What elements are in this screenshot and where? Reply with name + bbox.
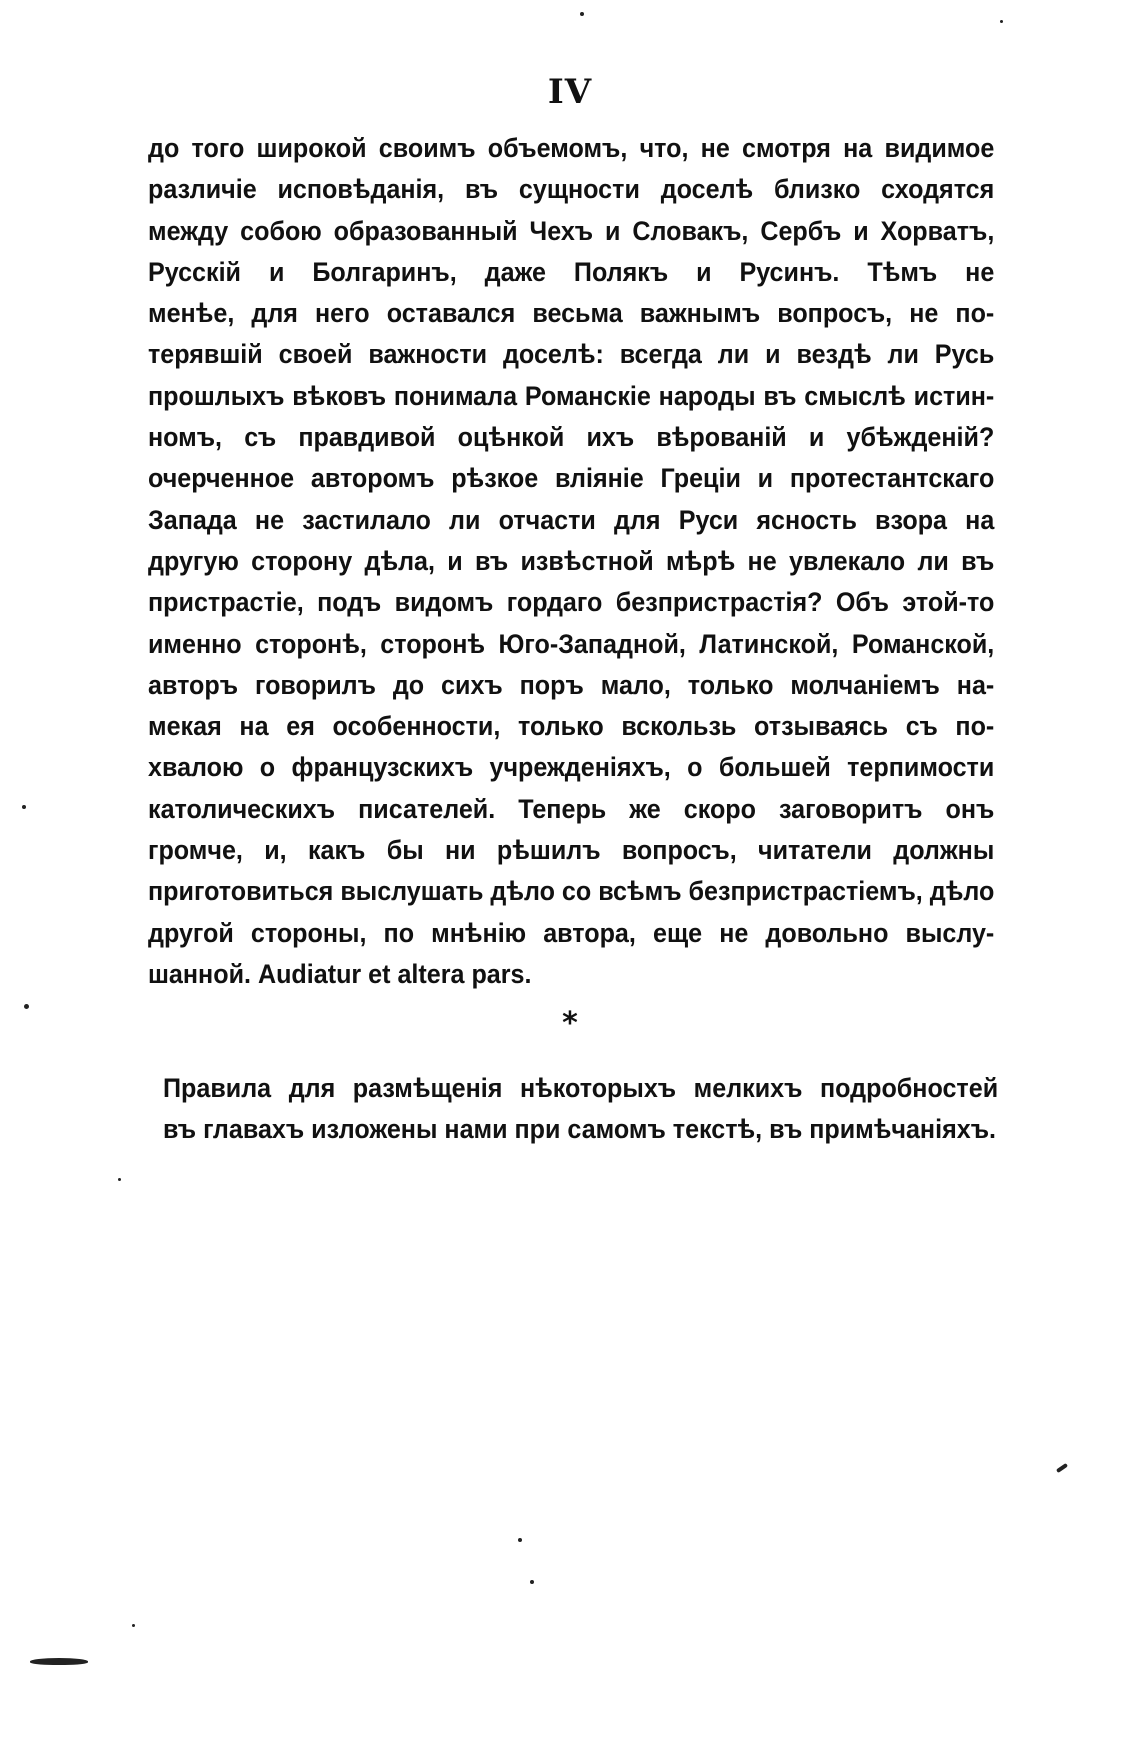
text-line: мекая на ея особенности, только вскользь отзываясь съ по- bbox=[148, 711, 995, 742]
text-line: громче, и, какъ бы ни рѣшилъ вопросъ, читатели должны bbox=[148, 835, 995, 866]
text-line: другую сторону дѣла, и въ извѣстной мѣрѣ не увлекало ли въ bbox=[148, 545, 995, 576]
scan-speck bbox=[518, 1538, 522, 1542]
text-line: другой стороны, по мнѣнію автора, еще не довольно выслу- bbox=[148, 917, 995, 948]
note-line-last: въ главахъ изложены нами при самомъ текстѣ, въ примѣчаніяхъ. bbox=[163, 1114, 996, 1145]
scan-speck bbox=[30, 1658, 88, 1665]
text-line-last: шанной. Audiatur et altera pars. bbox=[148, 958, 532, 989]
text-line: различіе исповѣданія, въ сущности доселѣ близко сходятся bbox=[148, 174, 995, 205]
text-line: прошлыхъ вѣковъ понимала Романскіе народы въ смыслѣ истин- bbox=[148, 380, 995, 411]
note-line: Правила для размѣщенія нѣкоторыхъ мелкихъ подробностей bbox=[163, 1073, 999, 1103]
note-paragraph bbox=[163, 1068, 998, 1151]
text-line: Запада не застилало ли отчасти для Руси ясность взора на bbox=[148, 504, 995, 535]
main-paragraph bbox=[148, 128, 994, 995]
scan-speck bbox=[118, 1178, 121, 1181]
text-line: католическихъ писателей. Теперь же скоро заговоритъ онъ bbox=[148, 793, 995, 824]
text-line: до того широкой своимъ объемомъ, что, не смотря на видимое bbox=[148, 133, 995, 163]
text-line: менѣе, для него оставался весьма важнымъ вопросъ, не по- bbox=[148, 298, 995, 329]
section-separator: * bbox=[562, 1006, 578, 1041]
text-line: пристрастіе, подъ видомъ гордаго безпристрастія? Объ этой-то bbox=[148, 587, 995, 618]
page-number: IV bbox=[547, 72, 593, 112]
text-line: авторъ говорилъ до сихъ поръ мало, только молчаніемъ на- bbox=[148, 669, 995, 700]
text-line: очерченное авторомъ рѣзкое вліяніе Греціи и протестантскаго bbox=[148, 463, 995, 494]
text-line: между собою образованный Чехъ и Словакъ, Сербъ и Хорватъ, bbox=[148, 215, 995, 246]
scan-speck bbox=[24, 1004, 29, 1009]
text-line: хвалою о французскихъ учрежденіяхъ, о большей терпимости bbox=[148, 752, 995, 783]
text-line: терявшій своей важности доселѣ: всегда ли и вездѣ ли Русь bbox=[148, 339, 995, 370]
scan-speck bbox=[580, 12, 584, 16]
scan-speck bbox=[1000, 20, 1003, 23]
scan-speck bbox=[530, 1580, 534, 1584]
scan-speck bbox=[22, 805, 26, 809]
scan-speck bbox=[132, 1624, 135, 1627]
scan-speck bbox=[1056, 1463, 1068, 1473]
text-line: Русскій и Болгаринъ, даже Полякъ и Русинъ. Тѣмъ не bbox=[148, 256, 995, 287]
text-line: приготовиться выслушать дѣло со всѣмъ безпристрастіемъ, дѣло bbox=[148, 876, 995, 907]
text-line: номъ, съ правдивой оцѣнкой ихъ вѣрованій и убѣжденій? bbox=[148, 422, 995, 453]
text-line: именно сторонѣ, сторонѣ Юго-Западной, Латинской, Романской, bbox=[148, 628, 995, 659]
